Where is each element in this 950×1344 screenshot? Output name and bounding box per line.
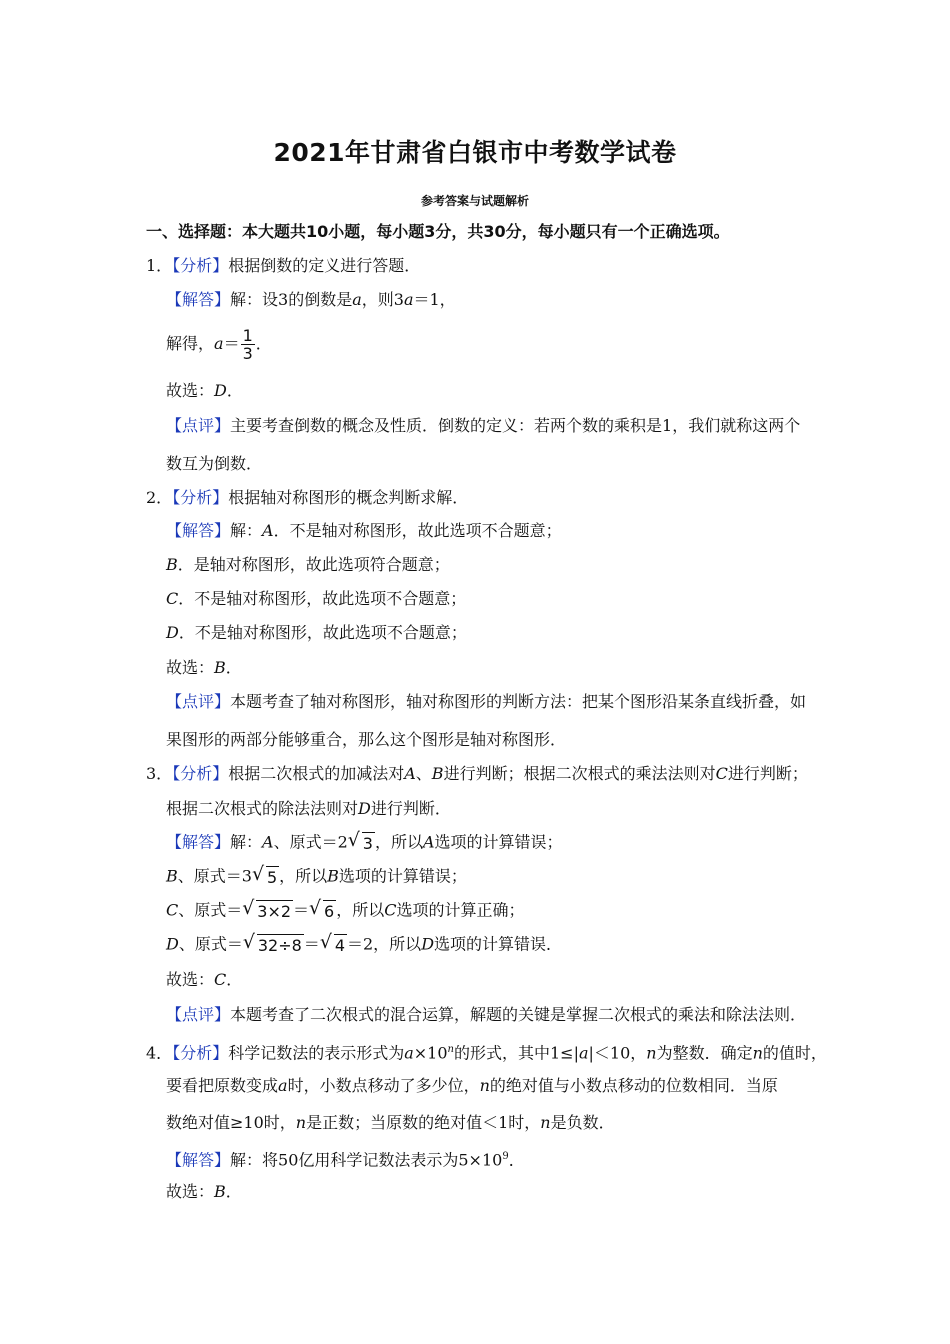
q1-answer-line1 <box>166 290 456 310</box>
q4-number: 4． <box>146 1043 173 1063</box>
text: 为整数．确定 <box>656 1043 753 1063</box>
text: 科学记数法的表示形式为 <box>228 1043 405 1063</box>
text: ，则3 <box>361 290 404 309</box>
review-tag: 【点评】 <box>166 416 231 435</box>
q4-choice <box>166 1182 242 1202</box>
option-label: B <box>166 555 178 574</box>
text: 、 <box>415 764 432 783</box>
choice: C <box>214 970 227 989</box>
sqrt-sign-icon: √ <box>319 931 332 953</box>
q4-analysis-line2 <box>166 1076 778 1096</box>
text: ＝ <box>293 900 310 920</box>
q1-review-line1 <box>166 416 800 436</box>
text: ．不是轴对称图形，故此选项不合题意； <box>178 623 467 642</box>
text: 解： <box>230 521 263 540</box>
var: n <box>646 1043 657 1063</box>
var: A <box>404 764 416 783</box>
q3-answer-b <box>166 863 467 888</box>
text: ．不是轴对称图形，故此选项不合题意； <box>273 521 562 540</box>
q1-analysis <box>146 256 420 276</box>
text: 、原式＝2 <box>273 832 348 852</box>
option-label: B <box>166 866 178 886</box>
text: 故选： <box>166 970 215 989</box>
q3-analysis-line1 <box>146 764 808 784</box>
q2-answer-c <box>166 589 466 609</box>
text: 选项的计算错误； <box>434 832 563 852</box>
q2-answer-d <box>166 623 467 643</box>
text: 解： <box>230 832 263 852</box>
q1-number: 1． <box>146 256 173 275</box>
q2-answer-a <box>166 521 562 541</box>
text: ． <box>226 381 243 400</box>
section-heading: 一、选择题：本大题共10小题，每小题3分，共30分，每小题只有一个正确选项。 <box>146 222 730 241</box>
analysis-tag: 【分析】 <box>172 764 229 783</box>
q2-number: 2． <box>146 488 173 507</box>
q1-analysis-text: 根据倒数的定义进行答题． <box>228 256 421 275</box>
var: A <box>422 832 435 852</box>
exponent: n <box>447 1044 454 1055</box>
sqrt-sign-icon: √ <box>347 829 360 851</box>
var: n <box>295 1113 307 1132</box>
q1-choice <box>166 381 243 401</box>
text: 的值时， <box>762 1043 827 1063</box>
q3-number: 3． <box>146 764 173 783</box>
text: 的绝对值与小数点移动的位数相同．当原 <box>489 1076 778 1095</box>
text: 进行判断；根据二次根式的乘法法则对 <box>443 764 716 783</box>
text: ×10 <box>413 1043 448 1063</box>
text: |＜10， <box>588 1043 647 1063</box>
fraction <box>241 327 255 362</box>
q2-review-line1 <box>166 692 806 712</box>
var: a <box>404 1043 414 1063</box>
text: ． <box>225 658 242 677</box>
text: ，所以 <box>336 900 385 920</box>
sqrt-sign-icon: √ <box>251 863 265 885</box>
sqrt <box>347 829 375 854</box>
text: 进行判断． <box>370 799 451 818</box>
text: 根据二次根式的除法法则对 <box>166 799 359 818</box>
q3-review <box>166 1005 806 1025</box>
text: 本题考查了二次根式的混合运算，解题的关键是掌握二次根式的乘法和除法法则． <box>230 1005 807 1024</box>
q2-answer-b <box>166 555 450 575</box>
analysis-tag: 【分析】 <box>172 256 229 275</box>
text: 要看把原数变成 <box>166 1076 279 1095</box>
sqrt <box>242 931 304 956</box>
option-label: C <box>166 900 179 920</box>
var: D <box>358 799 371 818</box>
var: C <box>384 900 397 920</box>
text: 选项的计算错误． <box>434 934 563 954</box>
text: 故选： <box>166 1182 215 1201</box>
radicand: 3 <box>362 834 373 853</box>
answer-tag: 【解答】 <box>166 521 231 540</box>
var: a <box>278 1076 288 1095</box>
text: 、原式＝3 <box>177 866 252 886</box>
var: a <box>578 1043 589 1063</box>
text: 本题考查了轴对称图形，轴对称图形的判断方法：把某个图形沿某条直线折叠，如 <box>230 692 807 711</box>
text: 选项的计算错误； <box>338 866 467 886</box>
var: a <box>403 290 414 309</box>
option-label: A <box>262 832 274 852</box>
q1-review-line2: 数互为倒数． <box>166 454 263 473</box>
text: 解：将50亿用科学记数法表示为5×10 <box>230 1150 503 1170</box>
answer-tag: 【解答】 <box>166 1150 231 1170</box>
q4-answer <box>166 1147 525 1170</box>
text: 是正数；当原数的绝对值＜1时， <box>306 1113 541 1132</box>
q2-review-line2: 果图形的两部分能够重合，那么这个图形是轴对称图形． <box>166 730 567 749</box>
q3-answer-c <box>166 897 525 922</box>
choice: B <box>214 1182 226 1201</box>
text: ．不是轴对称图形，故此选项不合题意； <box>178 589 467 608</box>
q3-answer-d <box>166 931 563 956</box>
text: ．是轴对称图形，故此选项符合题意； <box>177 555 450 574</box>
review-tag: 【点评】 <box>166 1005 231 1024</box>
var: n <box>479 1076 490 1095</box>
text: ＝2，所以 <box>347 934 422 954</box>
text: 根据轴对称图形的概念判断求解． <box>228 488 469 507</box>
option-label: D <box>166 623 179 642</box>
text: 数绝对值≥10时， <box>166 1113 296 1132</box>
text: 故选： <box>166 658 215 677</box>
q3-choice <box>166 970 242 990</box>
var: B <box>431 764 444 783</box>
text: 时，小数点移动了多少位， <box>287 1076 480 1095</box>
sqrt-sign-icon: √ <box>309 897 322 919</box>
text: ，所以 <box>279 866 328 886</box>
sqrt <box>319 931 347 956</box>
text: ＝ <box>303 934 320 954</box>
text: ． <box>225 1182 242 1201</box>
exponent: 9 <box>502 1151 509 1162</box>
q2-choice <box>166 658 242 678</box>
text: 、原式＝ <box>178 900 243 920</box>
text: 解得， <box>166 334 215 353</box>
text: ＝1， <box>413 290 456 309</box>
text: ＝ <box>223 334 240 353</box>
sqrt <box>251 863 279 888</box>
text: 、原式＝ <box>178 934 243 954</box>
q3-analysis-line2 <box>166 799 451 819</box>
q1-answer-line2 <box>166 325 272 363</box>
choice: D <box>214 381 227 400</box>
answer-tag: 【解答】 <box>166 832 231 852</box>
q4-analysis-line1 <box>146 1040 827 1063</box>
var: B <box>327 866 339 886</box>
q4-analysis-line3 <box>166 1113 615 1133</box>
var: D <box>421 934 435 954</box>
review-tag: 【点评】 <box>166 692 231 711</box>
text: ． <box>255 334 272 353</box>
text: 选项的计算正确； <box>396 900 525 920</box>
text: 是负数． <box>550 1113 615 1132</box>
q2-analysis <box>146 488 468 508</box>
option-label: C <box>166 589 179 608</box>
page-subtitle: 参考答案与试题解析 <box>420 194 529 208</box>
analysis-tag: 【分析】 <box>172 1043 229 1063</box>
radicand: 5 <box>266 868 278 887</box>
var: a <box>214 334 224 353</box>
frac-num: 1 <box>242 326 253 345</box>
analysis-tag: 【分析】 <box>172 488 229 507</box>
var: a <box>352 290 362 309</box>
sqrt-sign-icon: √ <box>242 931 255 953</box>
option-label: D <box>166 934 179 954</box>
radicand: 3×2 <box>257 902 292 921</box>
text: 故选： <box>166 381 215 400</box>
frac-den: 3 <box>242 344 253 363</box>
answer-tag: 【解答】 <box>166 290 231 309</box>
text: ． <box>226 970 243 989</box>
var: C <box>715 764 728 783</box>
text: 主要考查倒数的概念及性质．倒数的定义：若两个数的乘积是1，我们就称这两个 <box>230 416 801 435</box>
text: 解：设3的倒数是 <box>230 290 353 309</box>
sqrt-sign-icon: √ <box>242 897 255 919</box>
text: 进行判断； <box>727 764 808 783</box>
sqrt <box>242 897 293 922</box>
var: n <box>540 1113 551 1132</box>
option-label: A <box>262 521 274 540</box>
sqrt <box>309 897 336 922</box>
text: ，所以 <box>374 832 423 852</box>
choice: B <box>214 658 226 677</box>
text: 根据二次根式的加减法对 <box>228 764 405 783</box>
radicand: 4 <box>334 936 345 955</box>
text: ． <box>508 1150 525 1170</box>
q3-answer-a <box>166 829 563 854</box>
text: 的形式，其中1≤| <box>453 1043 579 1063</box>
radicand: 6 <box>324 902 335 921</box>
radicand: 32÷8 <box>257 936 302 955</box>
page-title: 2021年甘肃省白银市中考数学试卷 <box>273 138 677 167</box>
var: n <box>752 1043 763 1063</box>
